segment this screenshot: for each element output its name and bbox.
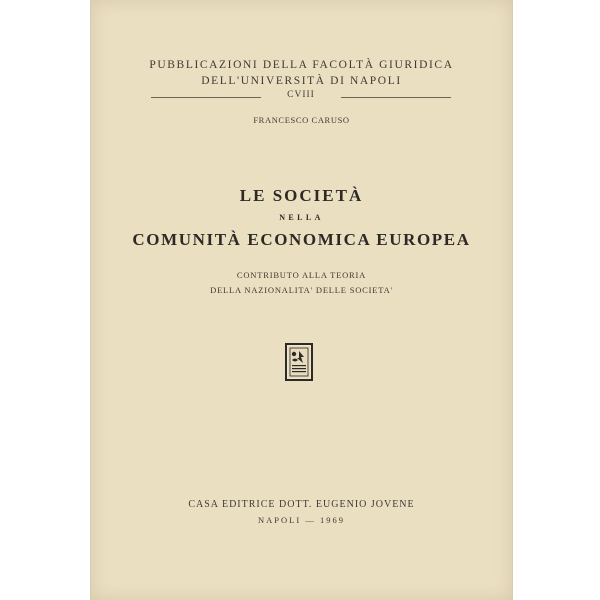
author-name: FRANCESCO CARUSO xyxy=(253,115,350,125)
series-title-line-1: PUBBLICAZIONI DELLA FACOLTÀ GIURIDICA xyxy=(149,59,454,71)
imprint-place-year: NAPOLI — 1969 xyxy=(258,515,345,525)
subtitle-line-1: CONTRIBUTO ALLA TEORIA xyxy=(236,270,367,280)
subtitle-line-2: DELLA NAZIONALITA' DELLE SOCIETA' xyxy=(210,285,393,295)
publisher-emblem-icon xyxy=(285,343,313,381)
series-number: CVIII xyxy=(287,90,315,100)
series-number-row xyxy=(151,90,451,104)
book-cover xyxy=(90,0,513,600)
series-title-line-2: DELL'UNIVERSITÀ DI NAPOLI xyxy=(201,75,402,87)
title-line-2: NELLA xyxy=(279,213,324,222)
title-line-3: COMUNITÀ ECONOMICA EUROPEA xyxy=(132,230,471,249)
title-line-1: LE SOCIETÀ xyxy=(239,186,364,205)
publisher-name: CASA EDITRICE DOTT. EUGENIO JOVENE xyxy=(188,499,415,510)
divider-right xyxy=(341,97,451,98)
